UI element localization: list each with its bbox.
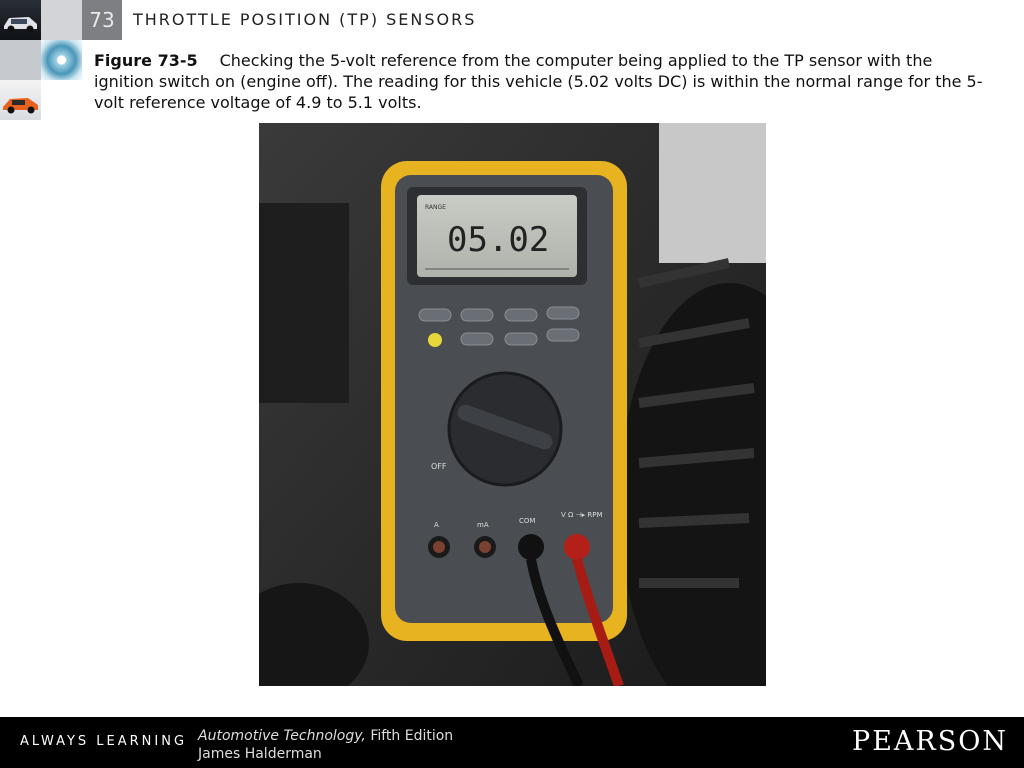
dial-off-label: OFF [431,462,447,471]
sports-car-thumbnail-image [0,80,41,120]
book-info [198,727,453,763]
jack-label-v: V Ω ⊣▸ RPM [561,511,603,519]
figure-label: Figure 73-5 [94,51,198,70]
chapter-number: 73 [82,0,122,40]
figure-caption [94,50,994,113]
pearson-logo: PEARSON [852,726,1008,757]
multimeter-photo [259,123,766,686]
footer-bar [0,717,1024,768]
always-learning-tagline: ALWAYS LEARNING [20,734,188,749]
engine-part-thumbnail-image [41,40,82,80]
book-edition: Fifth Edition [365,728,454,744]
figure-caption-text: Checking the 5-volt reference from the computer being applied to the TP sensor with the ignition switch on (engine off). The reading for this vehicle (5.02 volts DC) is within the normal range for the 5-volt reference voltage of 4.9 to 5.1 volts. [94,51,983,112]
chapter-title: THROTTLE POSITION (TP) SENSORS [133,10,477,29]
lcd-reading: 05.02 [447,220,550,260]
lcd-range-label: RANGE [425,204,446,211]
header-grey-block [41,0,82,40]
car-thumbnail-image [0,0,41,40]
book-title: Automotive Technology, [198,728,366,744]
grey-thumbnail-image [0,40,41,80]
jack-label-a: A [434,521,439,529]
jack-label-ma: mA [477,521,489,529]
jack-label-com: COM [519,517,536,525]
book-author: James Halderman [198,746,322,762]
